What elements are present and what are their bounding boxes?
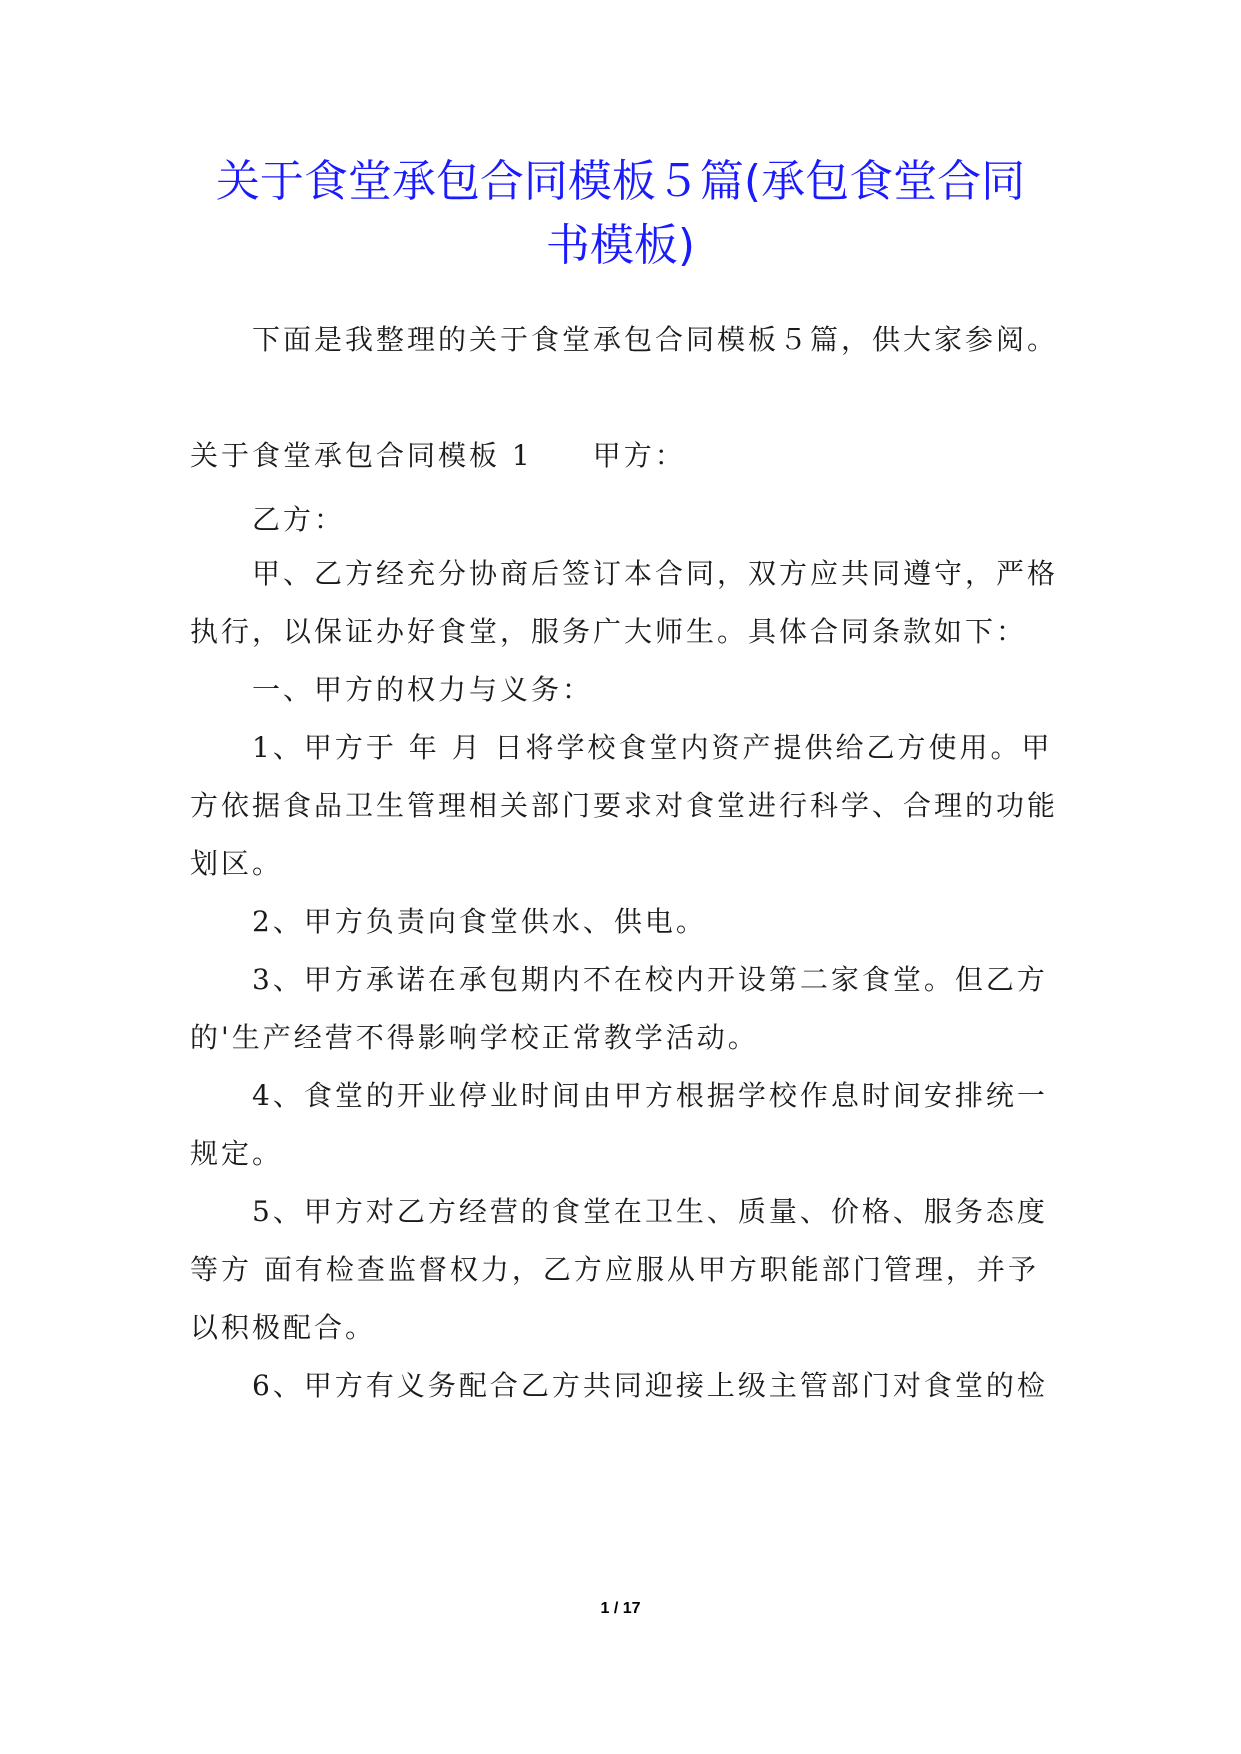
party-b-label: 乙方：	[252, 503, 346, 536]
item-4-line-2: 规定。	[190, 1137, 284, 1170]
item-1-line-2: 方依据食品卫生管理相关部门要求对食堂进行科学、合理的功能	[190, 789, 1059, 822]
document-title	[170, 150, 1071, 278]
item-3-line-1: 3、甲方承诺在承包期内不在校内开设第二家食堂。但乙方	[252, 963, 1048, 996]
item-4-line-1: 4、食堂的开业停业时间由甲方根据学校作息时间安排统一	[252, 1079, 1048, 1112]
item-6-line-1: 6、甲方有义务配合乙方共同迎接上级主管部门对食堂的检	[252, 1369, 1048, 1402]
preamble-line-1: 甲、乙方经充分协商后签订本合同，双方应共同遵守，严格	[252, 557, 1059, 590]
party-a-label: 甲方：	[592, 439, 686, 472]
page-number: 1 / 17	[600, 1600, 641, 1617]
intro-paragraph: 下面是我整理的关于食堂承包合同模板５篇，供大家参阅。	[252, 323, 1059, 356]
section-heading: 关于食堂承包合同模板 1	[190, 439, 533, 472]
item-1-line-3: 划区。	[190, 847, 284, 880]
item-5-line-1: 5、甲方对乙方经营的食堂在卫生、质量、价格、服务态度	[252, 1195, 1048, 1228]
item-5-line-2: 等方 面有检查监督权力，乙方应服从甲方职能部门管理，并予	[190, 1253, 1039, 1286]
title-line-1: 关于食堂承包合同模板５篇(承包食堂合同	[215, 156, 1026, 207]
item-1-line-1: 1、甲方于 年 月 日将学校食堂内资产提供给乙方使用。甲	[252, 731, 1053, 764]
section-heading-line	[190, 436, 1060, 476]
item-2-line-1: 2、甲方负责向食堂供水、供电。	[252, 905, 707, 938]
title-line-2: 书模板)	[545, 220, 696, 271]
clause-heading: 一、甲方的权力与义务：	[252, 673, 594, 706]
item-3-line-2: 的'生产经营不得影响学校正常教学活动。	[190, 1021, 759, 1054]
preamble-line-2: 执行，以保证办好食堂，服务广大师生。具体合同条款如下：	[190, 615, 1028, 648]
item-5-line-3: 以积极配合。	[190, 1311, 377, 1344]
